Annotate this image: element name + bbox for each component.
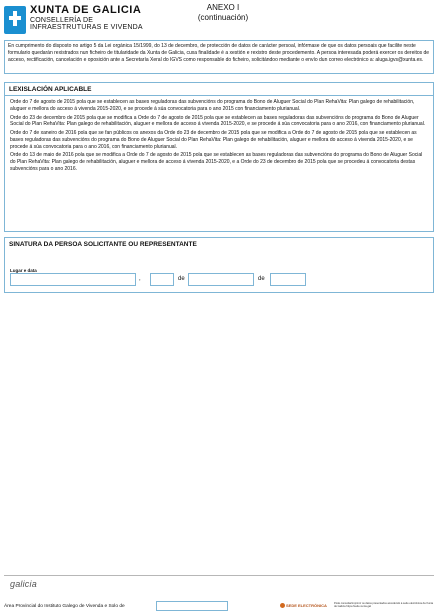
legislation-title: LEXISLACIÓN APLICABLE [5,83,433,96]
brand-name: XUNTA DE GALICIA [30,4,142,16]
signature-title: SINATURA DA PERSOA SOLICITANTE OU REPRESENTANTE [9,241,197,248]
legislation-item: Orde do 7 de agosto de 2015 pola que se establecen as bases reguladoras das subvencións do programa do Bono de Aluguer Social do Plan RehaVita: Plan galego de rehabilitación, aluguer e mellora do acceso á vivenda 2015-2020, e se procede á súa convocatoria para o ano 2015 con financiamento plurianual. [10,99,415,112]
privacy-notice: En cumprimento do disposto no artigo 5 da Lei orgánica 15/1999, do 13 de decembro, de protección de datos de carácter persoal, infórmase de que os datos persoais que facilite neste formulario quedarán rexistrados nun ficheiro de titularidade da Xunta de Galicia, cuxa finalidade é a xestión e rexistro deste procedemento. A persoa interesada poderá exercer os dereitos de acceso, rectificación, cancelación e oposición ante a Secretaría Xeral do IGVS como responsable do ficheiro, solicitándoo mediante o envío dun correo electrónico a: aluga.igvs@xunta.es. [4,40,434,74]
xunta-logo-icon [4,6,26,34]
place-input[interactable] [10,273,136,286]
month-input[interactable] [188,273,254,286]
destination-input[interactable] [156,601,228,611]
brand-block [30,5,143,31]
sede-electronica-label: SEDE ELECTRÓNICA [286,603,327,608]
legislation-item: Orde do 23 de decembro de 2015 pola que se modifica a Orde do 7 de agosto de 2015 pola que se establecen as bases reguladoras das subvencións do programa do Bono de Aluguer Social do Plan RehaVita: Plan galego de rehabilitación, aluguer e mellora de acceso á vivenda 2015-2020, e se procede á súa convocatoria para o ano 2016, con financiamento plurianual. [10,114,426,128]
de-separator: de [258,276,265,282]
legislation-item: Orde do 7 de xaneiro de 2016 pola que se fan públicos os anexos da Orde do 23 de decembro de 2015 pola que se modifica a Orde do 7 de agosto de 2015 pola que se establecen as bases reguladoras das subvencións do programa do Bono de Aluguer Social do Plan RehaVita: Plan galego de rehabilitación, aluguer e mellora do acceso á vivenda 2015-2020, e se procede á súa convocatoria para o ano 2016, con financiamento plurianual. [10,130,417,150]
legislation-section [4,82,434,232]
year-input[interactable] [270,273,306,286]
department-line-2: INFRAESTRUTURAS E VIVENDA [30,23,143,31]
department-line-1: CONSELLERÍA DE [30,16,94,24]
comma-separator: , [139,276,141,282]
place-date-label: Lugar e data [10,268,37,273]
de-separator: de [178,276,185,282]
footnote: Pode consultar/imprimir os datos presentados accedendo á sede electrónica da Xunta de Galicia https://sede.xunta.gal [334,602,434,609]
destination-label: Área Provincial do Instituto Galego de Vivenda e Solo de [4,604,125,609]
legislation-item: Orde do 13 de maio de 2016 pola que se modifica a Orde do 7 de agosto de 2015 pola que se establecen as bases reguladoras das subvencións do programa do Bono de Aluguer Social do Plan RehaVita: Plan galego de rehabilitación, aluguer e mellora de acceso á vivenda 2015-2020, e a Orde do 23 de decembro de 2015 pola que se procedeu á convocatoria destas subvencións para o ano 2016. [10,152,423,172]
sede-electronica-icon [280,603,285,608]
annex-title: ANEXO I [206,3,240,12]
day-input[interactable] [150,273,174,286]
annex-subtitle: (continuación) [197,13,249,22]
galicia-logo: galicia [10,579,37,589]
footer-divider [4,575,434,576]
annex-heading [178,3,268,23]
